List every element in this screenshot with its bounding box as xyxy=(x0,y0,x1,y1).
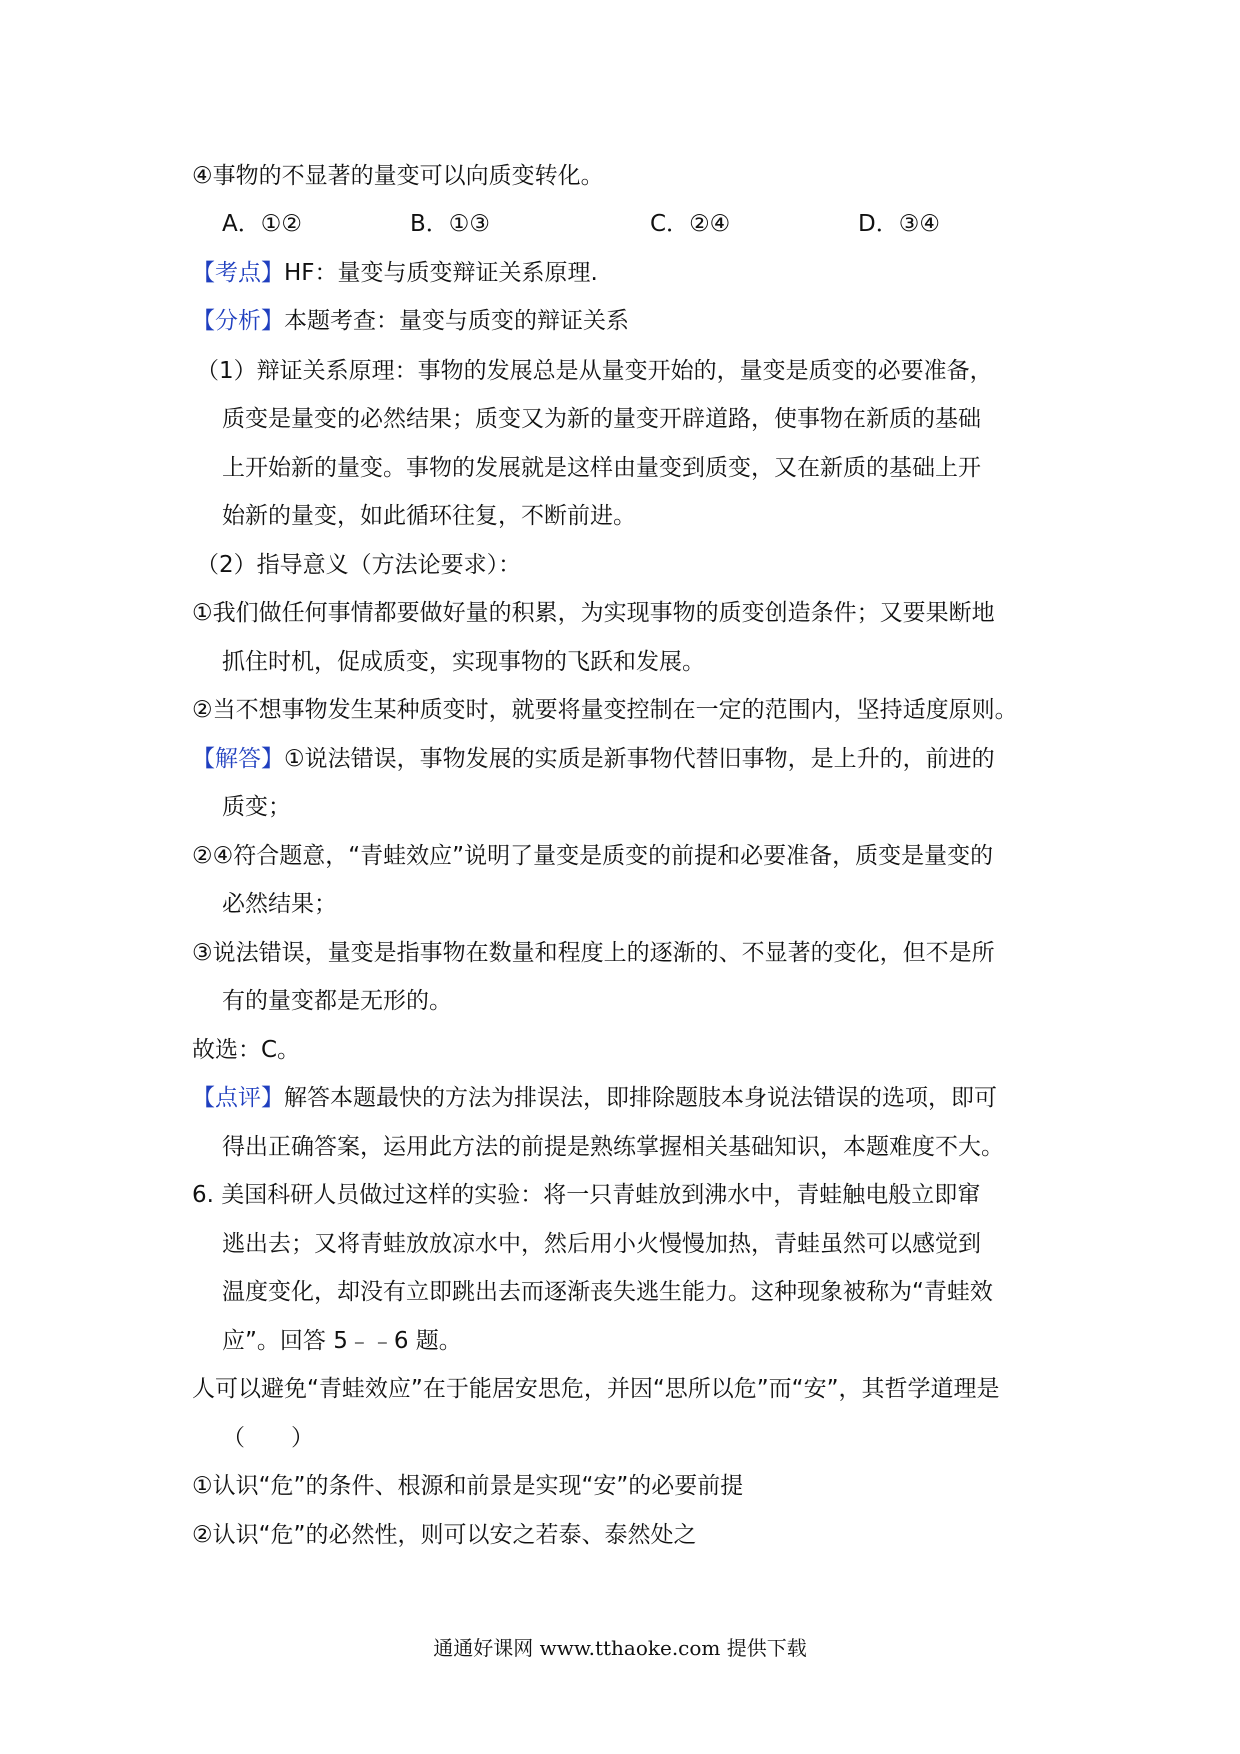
fenxi-tag: 【分析】 xyxy=(192,308,284,334)
dianping-line-2: 得出正确答案，运用此方法的前提是熟练掌握相关基础知识，本题难度不大。 xyxy=(222,1134,1004,1160)
jieda-line-2: 质变； xyxy=(222,794,291,820)
fenxi-p2-title: （2）指导意义（方法论要求）： xyxy=(196,552,522,578)
option-b: B．①③ xyxy=(410,211,491,237)
fenxi-p2-item1-line-1: ①我们做任何事情都要做好量的积累，为实现事物的质变创造条件；又要果断地 xyxy=(192,600,995,626)
question-6-item-2: ②认识“危”的必然性，则可以安之若泰、泰然处之 xyxy=(192,1522,697,1548)
fenxi-text: 本题考查：量变与质变的辩证关系 xyxy=(284,308,629,334)
option-d: D．③④ xyxy=(858,211,940,237)
question-6-line-4: 应”。回答 5﹣﹣6 题。 xyxy=(222,1328,462,1354)
fenxi-p2-item2: ②当不想事物发生某种质变时，就要将量变控制在一定的范围内，坚持适度原则。 xyxy=(192,697,1018,723)
question-6-line-3: 温度变化，却没有立即跳出去而逐渐丧失逃生能力。这种现象被称为“青蛙效 xyxy=(222,1279,993,1305)
kaodian-line xyxy=(192,257,598,289)
question-item-4: ④事物的不显著的量变可以向质变转化。 xyxy=(192,163,604,189)
question-6-line-1: 6. 美国科研人员做过这样的实验：将一只青蛙放到沸水中，青蛙触电般立即窜 xyxy=(192,1182,981,1208)
fenxi-p2-item1-line-2: 抓住时机，促成质变，实现事物的飞跃和发展。 xyxy=(222,649,705,675)
fenxi-p1-line-4: 始新的量变，如此循环往复，不断前进。 xyxy=(222,503,636,529)
page-footer: 通通好课网 www.tthaoke.com 提供下载 xyxy=(433,1636,807,1660)
option-a: A．①② xyxy=(222,211,302,237)
fenxi-line xyxy=(192,305,629,337)
fenxi-p1-line-1: （1）辩证关系原理：事物的发展总是从量变开始的，量变是质变的必要准备， xyxy=(196,358,993,384)
fenxi-p1-line-2: 质变是量变的必然结果；质变又为新的量变开辟道路，使事物在新质的基础 xyxy=(222,406,981,432)
jieda-line-3: ②④符合题意，“青蛙效应”说明了量变是质变的前提和必要准备，质变是量变的 xyxy=(192,843,994,869)
dianping-line-1: 【点评】解答本题最快的方法为排误法，即排除题肢本身说法错误的选项，即可 xyxy=(192,1085,997,1111)
answer-line: 故选：C。 xyxy=(192,1037,301,1063)
jieda-line-4: 必然结果； xyxy=(222,891,337,917)
answer-blank: （ ） xyxy=(222,1425,314,1451)
kaodian-tag: 【考点】 xyxy=(192,260,284,286)
kaodian-text: HF：量变与质变辩证关系原理. xyxy=(284,260,598,286)
jieda-tag: 【解答】 xyxy=(192,746,284,772)
option-c: C．②④ xyxy=(650,211,731,237)
answer-options xyxy=(222,208,1022,240)
question-stem: 人可以避免“青蛙效应”在于能居安思危，并因“思所以危”而“安”，其哲学道理是 xyxy=(192,1376,1000,1402)
jieda-line-5: ③说法错误，量变是指事物在数量和程度上的逐渐的、不显著的变化，但不是所 xyxy=(192,940,995,966)
jieda-line-6: 有的量变都是无形的。 xyxy=(222,988,452,1014)
dianping-tag: 【点评】 xyxy=(192,1085,284,1111)
jieda-line-1: 【解答】①说法错误，事物发展的实质是新事物代替旧事物，是上升的，前进的 xyxy=(192,746,995,772)
question-6-item-1: ①认识“危”的条件、根源和前景是实现“安”的必要前提 xyxy=(192,1473,744,1499)
fenxi-p1-line-3: 上开始新的量变。事物的发展就是这样由量变到质变，又在新质的基础上开 xyxy=(222,455,981,481)
question-6-line-2: 逃出去；又将青蛙放放凉水中，然后用小火慢慢加热，青蛙虽然可以感觉到 xyxy=(222,1231,981,1257)
